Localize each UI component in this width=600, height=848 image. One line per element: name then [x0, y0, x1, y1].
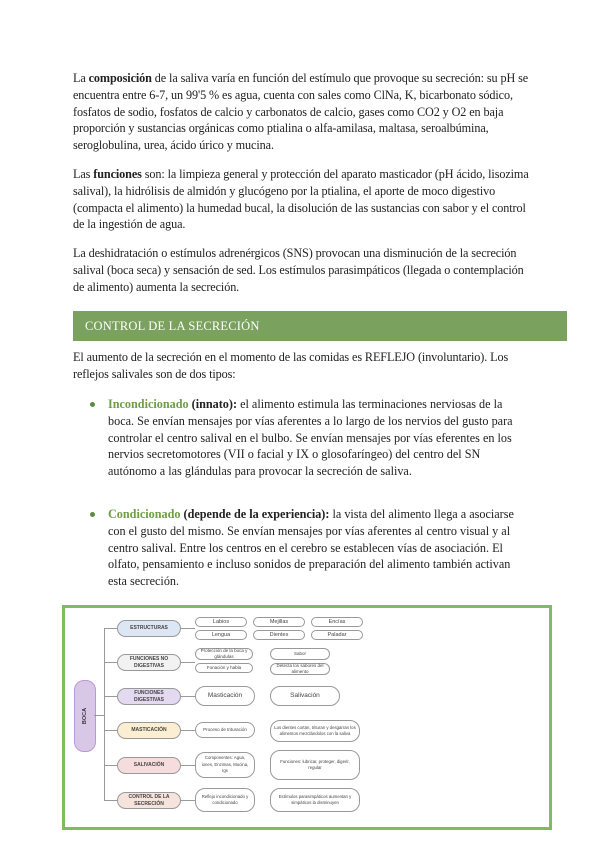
functions-term: funciones [93, 167, 142, 181]
reflex-intro-paragraph: El aumento de la secreción en el momento de las comidas es REFLEJO (involuntario). Los reflejos salivales son de dos tipos: [73, 350, 509, 381]
sal-componentes: Componentes: Agua, iones, Enzimas, Mucina, Igs [195, 752, 255, 778]
cat-salivacion: SALIVACIÓN [117, 757, 181, 774]
mast-descripcion: Los dientes cortan, trituran y desgarran los alimentos mezclándolos con la saliva [270, 720, 360, 742]
no-dig-detecta: Detecta los sabores del alimento [270, 663, 330, 675]
diagram-root-boca: BOCA [74, 680, 96, 752]
mouth-concept-map [62, 605, 552, 830]
estructura-lengua: Lengua [195, 630, 247, 640]
section-heading-control: CONTROL DE LA SECRECIÓN [73, 311, 567, 341]
bullet-condicionado: Condicionado (depende de la experiencia): la vista del alimento llega a asociarse con el gusto del mismo. Se envían mensajes por vías aferentes al centro visual y al centro salival. Entre los centros en el cerebro se establecen vías de asociación. El olfato, pensamiento e incluso sonidos de preparación del alimento también activan esta secreción. [108, 506, 523, 590]
dig-salivacion: Salivación [270, 686, 340, 706]
estructura-paladar: Paladar [311, 630, 363, 640]
bullet-dot-icon [90, 402, 95, 407]
functions-paragraph: Las funciones son: la limpieza general y protección del aparato masticador (pH ácido, lisozima salival), la hidrólisis de almidón y glucógeno por la ptialina, el aporte de moco digestivo (compacta el alimento) la humedad bucal, la disolución de las sustancias con sabor y el control de la ingestión de agua. [73, 167, 529, 232]
no-dig-sabor: Sabor [270, 648, 330, 660]
ctrl-reflejos: Reflejo incondicionado y condicionado [195, 788, 255, 812]
estructura-labios: Labios [195, 617, 247, 627]
cat-estructuras: ESTRUCTURAS [117, 620, 181, 637]
ctrl-estimulos: Estímulos parasimpáticos aumentan y simpáticos la disminuyen [270, 788, 360, 812]
bullet-incondicionado: Incondicionado (innato): el alimento estimula las terminaciones nerviosas de la boca. Se envían mensajes por vías aferentes a lo largo de los nervios del gusto para controlar el centro salival en el bulbo. Se envían mensajes por vías eferentes en los nervios secretomotores (VII o facial y IX o glosofaríngeo) del centro del SN autónomo a las glándulas para provocar la secreción de saliva. [108, 396, 523, 480]
estructura-encias: Encías [311, 617, 363, 627]
composition-paragraph: La composición de la saliva varía en función del estímulo que provoque su secreción: su pH se encuentra entre 6-7, un 99'5 % es agua, cuenta con sales como ClNa, K, bicarbonato sódico, fosfatos de sodio, fosfatos de calcio y carbonatos de calcio, gases como CO2 y O2 en baja proporción y sustancias orgánicas como ptialina o alfa-amilasa, maltasa, seroalbúmina, seroglobulina, urea, ácido úrico y mucina. [73, 71, 529, 153]
cat-digestivas: FUNCIONES DIGESTIVAS [117, 688, 181, 705]
sal-funciones: Funciones: lubricar, proteger, digerir, regular [270, 750, 360, 780]
mast-proceso: Proceso de trituración [195, 722, 255, 738]
dig-masticacion: Masticación [195, 686, 255, 706]
dehydration-paragraph: La deshidratación o estímulos adrenérgicos (SNS) provocan una disminución de la secreción salival (boca seca) y sensación de sed. Los estímulos parasimpáticos (llegada o contemplación de alimento) aumenta la secreción. [73, 246, 524, 294]
composition-term: composición [88, 71, 152, 85]
bullet-dot-icon [90, 512, 95, 517]
estructura-dientes: Dientes [253, 630, 305, 640]
estructura-mejillas: Mejillas [253, 617, 305, 627]
cat-control: CONTROL DE LA SECRECIÓN [117, 792, 181, 809]
cat-no-digestivas: FUNCIONES NO DIGESTIVAS [117, 654, 181, 671]
no-dig-proteccion: Protección de la boca y glándulas [195, 648, 253, 660]
cat-masticacion: MASTICACIÓN [117, 722, 181, 739]
no-dig-fonacion: Fonación y habla [195, 663, 253, 673]
